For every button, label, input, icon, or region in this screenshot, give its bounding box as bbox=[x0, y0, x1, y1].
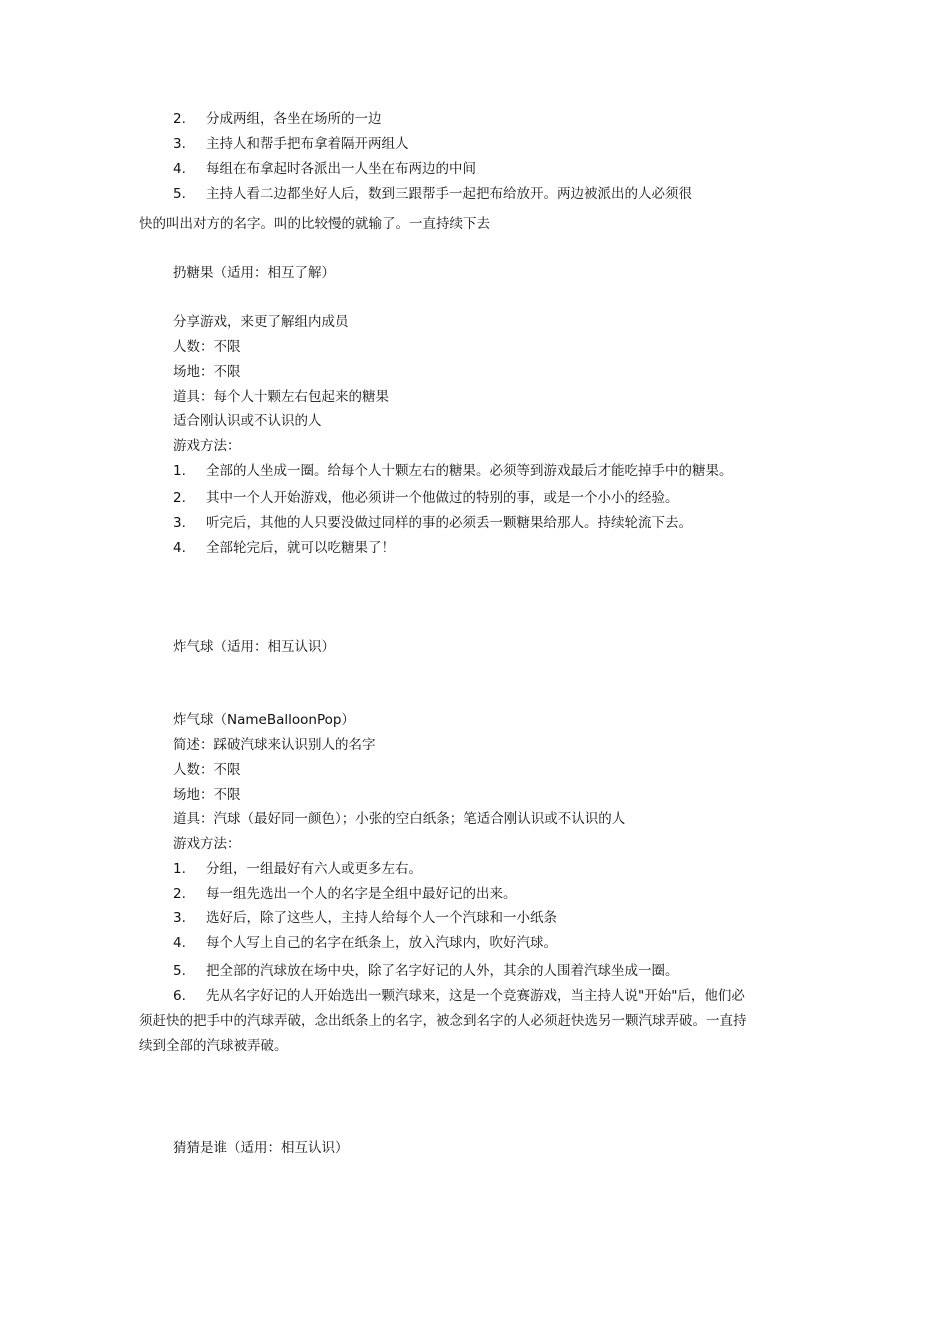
paragraph: 场地：不限 bbox=[173, 364, 241, 380]
list-text: 先从名字好记的人开始选出一颗汽球来，这是一个竞赛游戏，当主持人说"开始"后，他们必 bbox=[206, 988, 745, 1004]
list-number: 2. bbox=[173, 111, 186, 127]
list-number: 3. bbox=[173, 910, 186, 926]
paragraph: 道具：每个人十颗左右包起来的糖果 bbox=[173, 389, 389, 405]
list-number: 5. bbox=[173, 186, 186, 202]
list-number: 2. bbox=[173, 886, 186, 902]
list-number: 4. bbox=[173, 540, 186, 556]
list-number: 6. bbox=[173, 988, 186, 1004]
list-text: 分组，一组最好有六人或更多左右。 bbox=[206, 861, 422, 877]
list-text: 分成两组，各坐在场所的一边 bbox=[206, 111, 382, 127]
list-number: 1. bbox=[173, 861, 186, 877]
paragraph: 简述：踩破汽球来认识别人的名字 bbox=[173, 737, 376, 753]
paragraph: 人数：不限 bbox=[173, 339, 241, 355]
paragraph: 人数：不限 bbox=[173, 762, 241, 778]
list-continuation: 续到全部的汽球被弄破。 bbox=[139, 1038, 288, 1054]
paragraph: 适合刚认识或不认识的人 bbox=[173, 413, 322, 429]
list-text: 主持人和帮手把布拿着隔开两组人 bbox=[206, 136, 409, 152]
list-text: 把全部的汽球放在场中央，除了名字好记的人外，其余的人围着汽球坐成一圈。 bbox=[206, 963, 679, 979]
paragraph: 道具：汽球（最好同一颜色）；小张的空白纸条；笔适合刚认识或不认识的人 bbox=[173, 811, 626, 827]
list-number: 4. bbox=[173, 161, 186, 177]
section-heading-balloon: 炸气球（适用：相互认识） bbox=[173, 639, 335, 655]
paragraph: 炸气球（NameBalloonPop） bbox=[173, 712, 355, 728]
list-number: 3. bbox=[173, 136, 186, 152]
list-continuation: 须赶快的把手中的汽球弄破，念出纸条上的名字，被念到名字的人必须赶快选另一颗汽球弄破。一直持 bbox=[139, 1013, 747, 1029]
list-text: 听完后，其他的人只要没做过同样的事的必须丢一颗糖果给那人。持续轮流下去。 bbox=[206, 515, 692, 531]
paragraph: 游戏方法： bbox=[173, 438, 241, 454]
list-text: 其中一个人开始游戏，他必须讲一个他做过的特别的事，或是一个小小的经验。 bbox=[206, 490, 679, 506]
paragraph: 场地：不限 bbox=[173, 787, 241, 803]
list-number: 3. bbox=[173, 515, 186, 531]
list-continuation: 快的叫出对方的名字。叫的比较慢的就输了。一直持续下去 bbox=[139, 216, 490, 232]
paragraph: 游戏方法： bbox=[173, 836, 241, 852]
list-text: 每组在布拿起时各派出一人坐在布两边的中间 bbox=[206, 161, 476, 177]
list-text: 选好后，除了这些人，主持人给每个人一个汽球和一小纸条 bbox=[206, 910, 557, 926]
list-number: 1. bbox=[173, 463, 186, 479]
list-text: 全部的人坐成一圈。给每个人十颗左右的糖果。必须等到游戏最后才能吃掉手中的糖果。 bbox=[206, 463, 733, 479]
list-number: 2. bbox=[173, 490, 186, 506]
section-heading-candy: 扔糖果（适用：相互了解） bbox=[173, 265, 335, 281]
section-heading-guess: 猜猜是谁（适用：相互认识） bbox=[173, 1140, 349, 1156]
list-number: 5. bbox=[173, 963, 186, 979]
paragraph: 分享游戏，来更了解组内成员 bbox=[173, 314, 349, 330]
list-text: 每个人写上自己的名字在纸条上，放入汽球内，吹好汽球。 bbox=[206, 935, 557, 951]
list-text: 主持人看二边都坐好人后，数到三跟帮手一起把布给放开。两边被派出的人必须很 bbox=[206, 186, 692, 202]
list-number: 4. bbox=[173, 935, 186, 951]
list-text: 每一组先选出一个人的名字是全组中最好记的出来。 bbox=[206, 886, 517, 902]
list-text: 全部轮完后，就可以吃糖果了！ bbox=[206, 540, 395, 556]
